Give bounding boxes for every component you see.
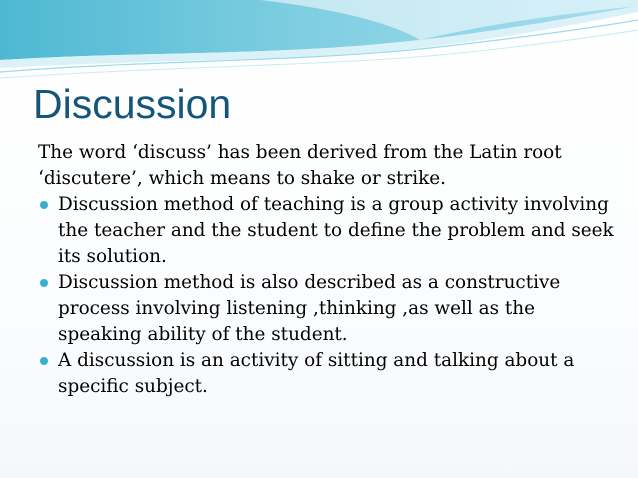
bullet-line: process involving listening ,thinking ,as well as the (58, 298, 535, 319)
header-wave-decoration (0, 0, 638, 90)
bullet-line: Discussion method of teaching is a group activity involving (58, 194, 609, 215)
bullet-line: specific subject. (58, 376, 208, 397)
bullet-dot-icon (40, 357, 48, 365)
intro-line: ‘discutere’, which means to shake or strike. (38, 168, 446, 189)
bullet-item (38, 270, 623, 348)
bullet-item (38, 348, 623, 400)
slide-body (38, 140, 623, 400)
bullet-item (38, 192, 623, 270)
intro-paragraph (38, 140, 623, 192)
bullet-dot-icon (40, 279, 48, 287)
bullet-line: its solution. (58, 246, 167, 267)
bullet-list (38, 192, 623, 400)
slide-title: Discussion (33, 81, 232, 127)
bullet-line: A discussion is an activity of sitting and talking about a (58, 350, 575, 371)
bullet-line: speaking ability of the student. (58, 324, 348, 345)
bullet-dot-icon (40, 201, 48, 209)
bullet-line: the teacher and the student to define the problem and seek (58, 220, 614, 241)
intro-line: The word ‘discuss’ has been derived from the Latin root (38, 142, 562, 163)
bullet-line: Discussion method is also described as a constructive (58, 272, 561, 293)
